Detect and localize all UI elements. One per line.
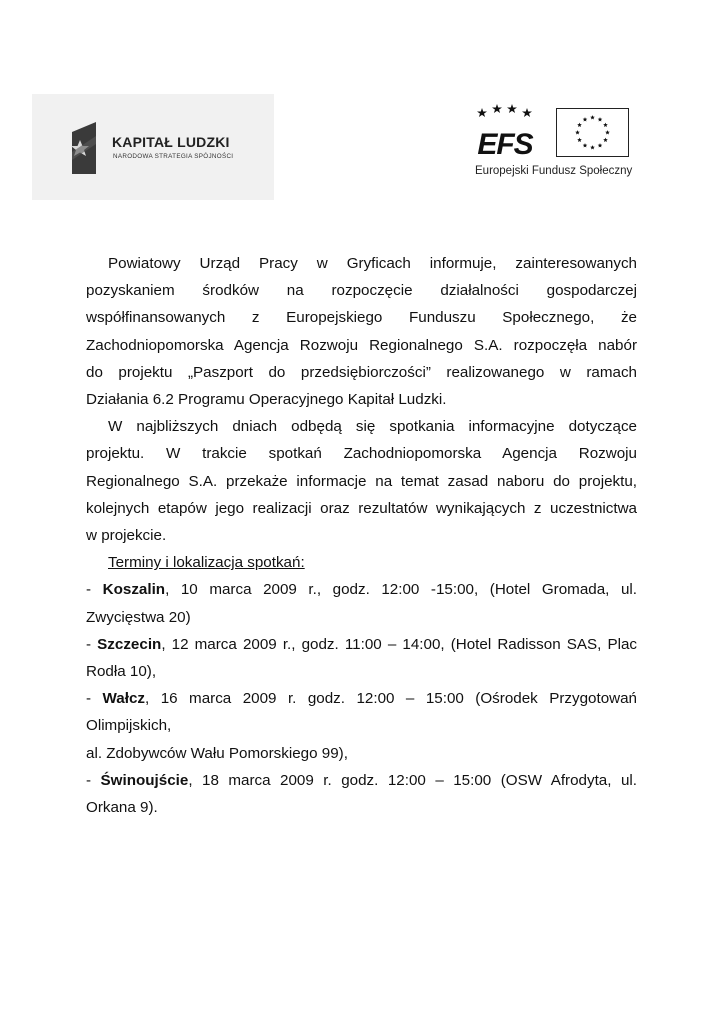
meetings-line: Regionalnego S.A. przekaże informacje na temat zasad naboru do projektu, bbox=[86, 472, 637, 490]
meetings-line: kolejnych etapów jego realizacji oraz rezultatów wynikających z uczestnictwa bbox=[86, 499, 637, 517]
meeting-dash: - bbox=[86, 690, 103, 708]
meeting-line: Rodła 10), bbox=[86, 663, 157, 681]
meeting-line: al. Zdobywców Wału Pomorskiego 99), bbox=[86, 744, 348, 762]
meeting-details: , 12 marca 2009 r., godz. 11:00 – 14:00, (Hotel Radisson SAS, Plac bbox=[161, 635, 638, 653]
meeting-line bbox=[86, 767, 637, 794]
meetings-line: projektu. W trakcie spotkań Zachodniopomorska Agencja Rozwoju bbox=[86, 445, 637, 463]
kapital-ludzki-logo bbox=[32, 94, 274, 200]
eu-flag-icon bbox=[556, 108, 629, 157]
meetings-line: W najbliższych dniach odbędą się spotkania informacyjne dotyczące bbox=[108, 418, 637, 436]
meetings-paragraph bbox=[86, 413, 637, 549]
efs-logo bbox=[470, 104, 540, 160]
meeting-line bbox=[86, 631, 637, 658]
meeting-item-szczecin bbox=[86, 631, 637, 685]
meeting-city: Koszalin bbox=[102, 581, 166, 599]
intro-line: Działania 6.2 Programu Operacyjnego Kapitał Ludzki. bbox=[86, 391, 447, 409]
meetings-line: w projekcie. bbox=[86, 527, 167, 545]
document-body bbox=[86, 250, 637, 821]
meeting-dash: - bbox=[86, 771, 101, 789]
meeting-city: Wałcz bbox=[102, 690, 146, 708]
meeting-line: Zwycięstwa 20) bbox=[86, 608, 191, 626]
intro-line: Powiatowy Urząd Pracy w Gryficach informuje, zainteresowanych bbox=[108, 255, 637, 272]
schedule-heading bbox=[86, 549, 637, 576]
meeting-line bbox=[86, 576, 637, 603]
meeting-city: Świnoujście bbox=[100, 771, 189, 789]
meeting-details: , 18 marca 2009 r. godz. 12:00 – 15:00 (OSW Afrodyta, ul. bbox=[188, 771, 637, 789]
kapital-ludzki-emblem-icon bbox=[66, 122, 102, 174]
meeting-line bbox=[86, 685, 637, 712]
meeting-details: , 10 marca 2009 r., godz. 12:00 -15:00, (Hotel Gromada, ul. bbox=[165, 581, 637, 599]
meeting-line: Orkana 9). bbox=[86, 799, 158, 817]
kapital-ludzki-title: KAPITAŁ LUDZKI bbox=[112, 134, 230, 150]
intro-paragraph bbox=[86, 250, 637, 413]
meeting-city: Szczecin bbox=[97, 635, 162, 653]
meeting-item-walcz bbox=[86, 685, 637, 767]
efs-caption: Europejski Fundusz Społeczny bbox=[475, 165, 633, 177]
meeting-details: , 16 marca 2009 r. godz. 12:00 – 15:00 (Ośrodek Przygotowań bbox=[145, 690, 638, 708]
efs-wordmark: EFS bbox=[477, 128, 533, 160]
intro-line: współfinansowanych z Europejskiego Funduszu Społecznego, że bbox=[86, 309, 637, 327]
meeting-item-swinoujscie bbox=[86, 767, 637, 821]
meeting-dash: - bbox=[86, 581, 103, 599]
meeting-list bbox=[86, 576, 637, 821]
intro-line: do projektu „Paszport do przedsiębiorczości” realizowanego w ramach bbox=[86, 363, 637, 381]
meeting-dash: - bbox=[86, 635, 98, 653]
intro-line: pozyskaniem środków na rozpoczęcie działalności gospodarczej bbox=[86, 282, 637, 300]
meeting-item-koszalin bbox=[86, 576, 637, 630]
meeting-line: Olimpijskich, bbox=[86, 717, 172, 735]
schedule-heading-text: Terminy i lokalizacja spotkań: bbox=[108, 554, 305, 572]
intro-line: Zachodniopomorska Agencja Rozwoju Regionalnego S.A. rozpoczęła nabór bbox=[86, 336, 637, 354]
kapital-ludzki-subtitle: NARODOWA STRATEGIA SPÓJNOŚCI bbox=[113, 153, 234, 160]
